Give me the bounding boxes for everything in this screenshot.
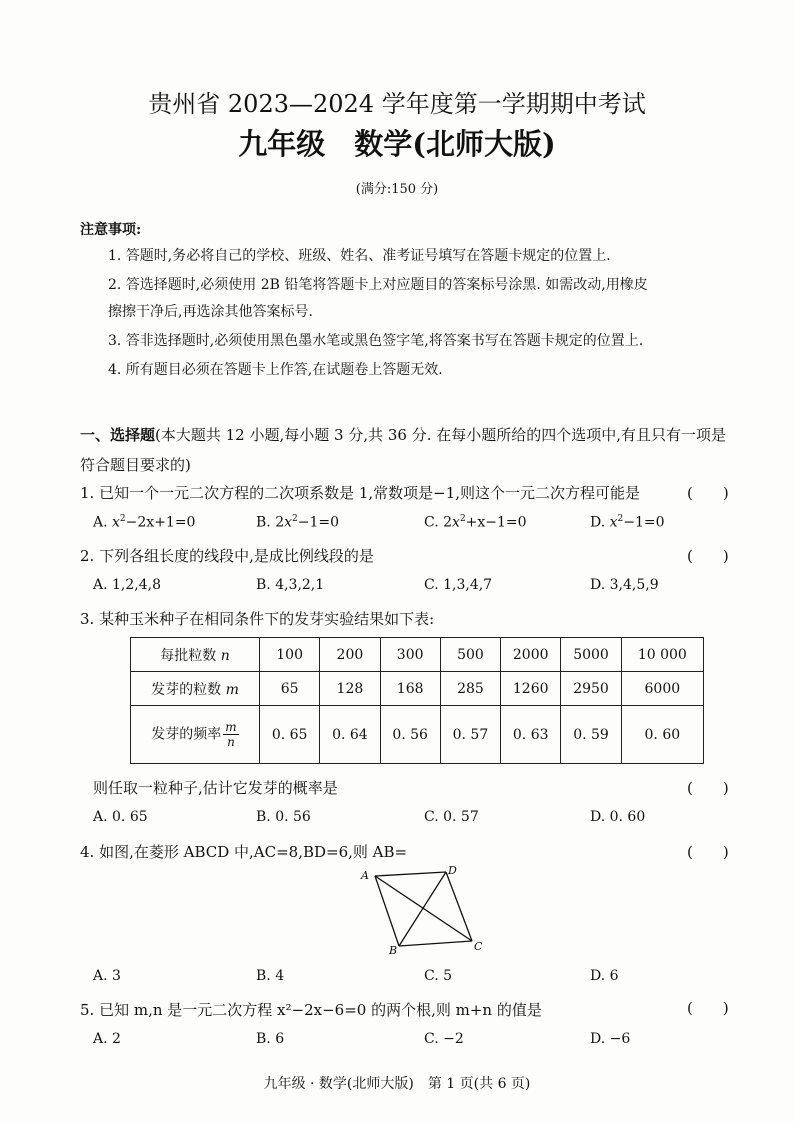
- notice-item-1: 1. 答题时,务必将自己的学校、班级、姓名、准考证号填写在答题卡规定的位置上.: [108, 248, 611, 264]
- diagonal-bd: [399, 872, 446, 946]
- q3-option-c: C. 0. 57: [424, 809, 479, 825]
- q4-option-a: A. 3: [93, 968, 121, 984]
- answer-paren-3: ( ): [687, 779, 729, 797]
- q5-option-a: A. 2: [93, 1031, 121, 1047]
- table-cell: 10 000: [621, 638, 703, 672]
- rhombus-figure: [355, 862, 495, 957]
- q1-option-b: B. $2x^2-1=0$: [256, 514, 340, 531]
- q3-option-d: D. 0. 60: [590, 809, 646, 825]
- q5-option-c: C. −2: [424, 1031, 464, 1047]
- exam-title: 贵州省 2023—2024 学年度第一学期期中考试: [148, 90, 646, 118]
- table-cell: 0. 56: [380, 706, 440, 764]
- table-cell: 500: [440, 638, 500, 672]
- table-cell: 0. 63: [501, 706, 561, 764]
- vertex-label-a: A: [361, 869, 369, 882]
- q4-option-b: B. 4: [256, 968, 285, 984]
- table-row: [131, 706, 704, 764]
- table-cell: 128: [320, 672, 380, 706]
- q5-option-b: B. 6: [256, 1031, 285, 1047]
- table-cell: 2950: [561, 672, 621, 706]
- notice-item-3: 3. 答非选择题时,必须使用黑色墨水笔或黑色签字笔,将答案书写在答题卡规定的位置上.: [108, 333, 644, 349]
- question-2-stem: 2. 下列各组长度的线段中,是成比例线段的是: [80, 547, 374, 565]
- q3-option-b: B. 0. 56: [256, 809, 311, 825]
- table-cell: 0. 59: [561, 706, 621, 764]
- table-cell: 1260: [501, 672, 561, 706]
- table-cell: 5000: [561, 638, 621, 672]
- notice-item-2: 2. 答选择题时,必须使用 2B 铅笔将答题卡上对应题目的答案标号涂黑. 如需改动,用橡皮: [108, 277, 648, 293]
- exam-subtitle: 九年级 数学(北师大版): [238, 127, 556, 161]
- question-1-stem: 1. 已知一个一元二次方程的二次项系数是 1,常数项是−1,则这个一元二次方程可能是: [80, 484, 641, 502]
- germination-table: [130, 637, 704, 764]
- table-header-cell: 每批粒数 n: [131, 638, 260, 672]
- notice-item-4: 4. 所有题目必须在答题卡上作答,在试题卷上答题无效.: [108, 362, 443, 378]
- q5-option-d: D. −6: [590, 1031, 631, 1047]
- q3-option-a: A. 0. 65: [93, 809, 148, 825]
- q2-option-d: D. 3,4,5,9: [590, 577, 659, 593]
- notice-item-2-cont: 擦擦干净后,再选涂其他答案标号.: [108, 304, 313, 320]
- question-5-stem: 5. 已知 m,n 是一元二次方程 x²−2x−6=0 的两个根,则 m+n 的值是: [80, 1001, 542, 1019]
- vertex-label-c: C: [474, 940, 483, 953]
- section-1-label: 一、选择题: [80, 426, 156, 444]
- table-cell: 200: [320, 638, 380, 672]
- side-ab: [375, 876, 399, 946]
- table-row: [131, 638, 704, 672]
- table-cell: 0. 65: [260, 706, 320, 764]
- table-header-cell: 发芽的频率 $\frac{m}{n}$: [131, 706, 260, 764]
- table-cell: 100: [260, 638, 320, 672]
- question-3-tail: 则任取一粒种子,估计它发芽的概率是: [93, 779, 338, 797]
- q1-option-a: A. $x^2-2x+1=0$: [93, 514, 196, 531]
- side-ad: [375, 872, 446, 876]
- answer-paren-1: ( ): [687, 484, 729, 502]
- notice-title: 注意事项:: [80, 222, 142, 238]
- table-cell: 0. 60: [621, 706, 703, 764]
- table-cell: 0. 57: [440, 706, 500, 764]
- table-cell: 300: [380, 638, 440, 672]
- page-footer: 九年级 · 数学(北师大版) 第 1 页(共 6 页): [263, 1076, 531, 1092]
- q4-option-d: D. 6: [590, 968, 619, 984]
- q2-option-a: A. 1,2,4,8: [93, 577, 161, 593]
- question-3-stem: 3. 某种玉米种子在相同条件下的发芽实验结果如下表:: [80, 610, 435, 628]
- answer-paren-4: ( ): [687, 843, 729, 861]
- q4-option-c: C. 5: [424, 968, 453, 984]
- vertex-label-d: D: [448, 864, 457, 877]
- section-1-heading: [80, 420, 740, 480]
- table-header-cell: 发芽的粒数 m: [131, 672, 260, 706]
- table-cell: 0. 64: [320, 706, 380, 764]
- table-cell: 6000: [621, 672, 703, 706]
- q1-option-d: D. $x^2-1=0$: [590, 514, 665, 531]
- fraction-m-over-n: $\frac{m}{n}$: [225, 720, 237, 749]
- q1-option-c: C. $2x^2+x-1=0$: [424, 514, 527, 531]
- q2-option-c: C. 1,3,4,7: [424, 577, 493, 593]
- side-bc: [399, 941, 472, 946]
- vertex-label-b: B: [389, 944, 398, 957]
- side-dc: [446, 872, 472, 941]
- table-cell: 2000: [501, 638, 561, 672]
- q2-option-b: B. 4,3,2,1: [256, 577, 325, 593]
- table-cell: 65: [260, 672, 320, 706]
- question-4-stem: 4. 如图,在菱形 ABCD 中,AC=8,BD=6,则 AB=: [80, 843, 408, 861]
- table-cell: 285: [440, 672, 500, 706]
- answer-paren-5: ( ): [687, 999, 729, 1017]
- section-1-desc: (本大题共 12 小题,每小题 3 分,共 36 分. 在每小题所给的四个选项中,有且只有一项是符合题目要求的): [80, 426, 727, 474]
- answer-paren-2: ( ): [687, 547, 729, 565]
- table-cell: 168: [380, 672, 440, 706]
- table-row: [131, 672, 704, 706]
- full-score: (满分:150 分): [355, 182, 439, 197]
